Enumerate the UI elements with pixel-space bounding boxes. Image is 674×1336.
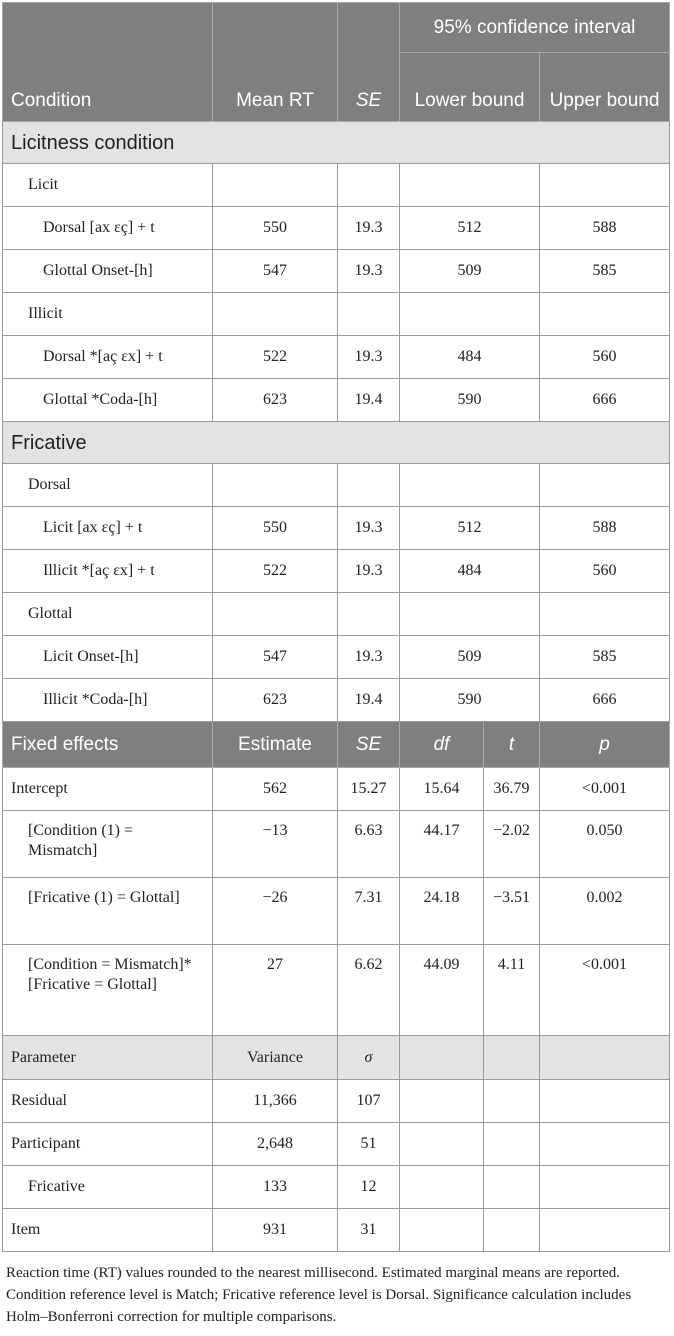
header-parameter: Parameter xyxy=(3,1036,213,1080)
row-label: Participant xyxy=(3,1123,213,1166)
table-row xyxy=(3,507,670,550)
table-footnote: Reaction time (RT) values rounded to the nearest millisecond. Estimated marginal means are reported. Condition reference level is Match; Fricative reference level is Dorsal. Significance calculation includes Holm–Bonferroni correction for multiple comparisons. xyxy=(6,1265,632,1325)
se-cell: 19.4 xyxy=(338,379,400,422)
mean-rt-cell: 522 xyxy=(213,336,338,379)
estimate-cell: −13 xyxy=(213,811,338,878)
lower-bound-cell: 512 xyxy=(400,207,540,250)
section-fricative: Fricative xyxy=(3,422,670,464)
random-effects-header-row xyxy=(3,1036,670,1080)
header-p: p xyxy=(540,722,670,768)
table-row xyxy=(3,336,670,379)
row-label: Illicit *Coda-[h] xyxy=(3,679,213,722)
row-label: Dorsal *[aç εx] + t xyxy=(3,336,213,379)
df-cell: 15.64 xyxy=(400,768,484,811)
se-cell: 19.3 xyxy=(338,636,400,679)
sigma-cell: 31 xyxy=(338,1209,400,1252)
table-row xyxy=(3,636,670,679)
fixed-effects-header-row xyxy=(3,722,670,768)
table-row xyxy=(3,878,670,945)
mean-rt-cell: 623 xyxy=(213,379,338,422)
lower-bound-cell: 512 xyxy=(400,507,540,550)
header-condition: Condition xyxy=(3,3,213,122)
se-cell: 19.3 xyxy=(338,550,400,593)
upper-bound-cell: 585 xyxy=(540,250,670,293)
se-cell: 7.31 xyxy=(338,878,400,945)
p-cell: <0.001 xyxy=(540,945,670,1036)
upper-bound-cell: 560 xyxy=(540,336,670,379)
row-label: Residual xyxy=(3,1080,213,1123)
p-cell: <0.001 xyxy=(540,768,670,811)
variance-cell: 11,366 xyxy=(213,1080,338,1123)
table-row xyxy=(3,550,670,593)
group-label: Illicit xyxy=(3,293,213,336)
header-sigma: σ xyxy=(338,1036,400,1080)
row-label: [Fricative (1) = Glottal] xyxy=(3,878,213,945)
table-row xyxy=(3,1166,670,1209)
row-label: Intercept xyxy=(3,768,213,811)
header-t: t xyxy=(484,722,540,768)
upper-bound-cell: 666 xyxy=(540,379,670,422)
header-se: SE xyxy=(338,722,400,768)
upper-bound-cell: 666 xyxy=(540,679,670,722)
table-row xyxy=(3,1123,670,1166)
table-row xyxy=(3,945,670,1036)
estimate-cell: −26 xyxy=(213,878,338,945)
table-row xyxy=(3,679,670,722)
row-label: Fricative xyxy=(3,1166,213,1209)
group-row xyxy=(3,464,670,507)
header-se: SE xyxy=(338,3,400,122)
group-row xyxy=(3,293,670,336)
header-mean-rt: Mean RT xyxy=(213,3,338,122)
row-label: Glottal *Coda-[h] xyxy=(3,379,213,422)
table-row xyxy=(3,207,670,250)
t-cell: −2.02 xyxy=(484,811,540,878)
table-row xyxy=(3,811,670,878)
row-label: Licit [ax εç] + t xyxy=(3,507,213,550)
lower-bound-cell: 509 xyxy=(400,250,540,293)
table-row xyxy=(3,1080,670,1123)
se-cell: 19.3 xyxy=(338,507,400,550)
mean-rt-cell: 547 xyxy=(213,636,338,679)
upper-bound-cell: 585 xyxy=(540,636,670,679)
se-cell: 15.27 xyxy=(338,768,400,811)
group-row xyxy=(3,164,670,207)
results-table xyxy=(2,2,670,1252)
variance-cell: 2,648 xyxy=(213,1123,338,1166)
sigma-cell: 107 xyxy=(338,1080,400,1123)
table-row xyxy=(3,379,670,422)
se-cell: 6.62 xyxy=(338,945,400,1036)
df-cell: 44.17 xyxy=(400,811,484,878)
variance-cell: 133 xyxy=(213,1166,338,1209)
estimate-cell: 27 xyxy=(213,945,338,1036)
row-label: Illicit *[aç εx] + t xyxy=(3,550,213,593)
row-label: Licit Onset-[h] xyxy=(3,636,213,679)
section-licitness: Licitness condition xyxy=(3,122,670,164)
row-label: [Condition (1) = Mismatch] xyxy=(3,811,213,878)
lower-bound-cell: 484 xyxy=(400,550,540,593)
variance-cell: 931 xyxy=(213,1209,338,1252)
table-row xyxy=(3,768,670,811)
header-df: df xyxy=(400,722,484,768)
header-variance: Variance xyxy=(213,1036,338,1080)
group-label: Dorsal xyxy=(3,464,213,507)
p-cell: 0.002 xyxy=(540,878,670,945)
table-row xyxy=(3,1209,670,1252)
header-lower-bound: Lower bound xyxy=(400,53,540,122)
sigma-cell: 12 xyxy=(338,1166,400,1209)
sigma-cell: 51 xyxy=(338,1123,400,1166)
t-cell: 36.79 xyxy=(484,768,540,811)
mean-rt-cell: 522 xyxy=(213,550,338,593)
header-ci: 95% confidence interval xyxy=(400,3,670,53)
header-estimate: Estimate xyxy=(213,722,338,768)
mean-rt-cell: 550 xyxy=(213,507,338,550)
header-row-top xyxy=(3,3,670,53)
upper-bound-cell: 560 xyxy=(540,550,670,593)
header-upper-bound: Upper bound xyxy=(540,53,670,122)
df-cell: 24.18 xyxy=(400,878,484,945)
se-cell: 6.63 xyxy=(338,811,400,878)
mean-rt-cell: 623 xyxy=(213,679,338,722)
table-row xyxy=(3,250,670,293)
upper-bound-cell: 588 xyxy=(540,207,670,250)
row-label: Glottal Onset-[h] xyxy=(3,250,213,293)
section-row xyxy=(3,422,670,464)
t-cell: 4.11 xyxy=(484,945,540,1036)
group-row xyxy=(3,593,670,636)
mean-rt-cell: 550 xyxy=(213,207,338,250)
upper-bound-cell: 588 xyxy=(540,507,670,550)
lower-bound-cell: 484 xyxy=(400,336,540,379)
p-cell: 0.050 xyxy=(540,811,670,878)
t-cell: −3.51 xyxy=(484,878,540,945)
mean-rt-cell: 547 xyxy=(213,250,338,293)
lower-bound-cell: 590 xyxy=(400,379,540,422)
df-cell: 44.09 xyxy=(400,945,484,1036)
lower-bound-cell: 509 xyxy=(400,636,540,679)
row-label: [Condition = Mismatch]* [Fricative = Glottal] xyxy=(3,945,213,1036)
header-fixed-effects: Fixed effects xyxy=(3,722,213,768)
section-row xyxy=(3,122,670,164)
row-label: Dorsal [ax εç] + t xyxy=(3,207,213,250)
se-cell: 19.4 xyxy=(338,679,400,722)
row-label: Item xyxy=(3,1209,213,1252)
estimate-cell: 562 xyxy=(213,768,338,811)
se-cell: 19.3 xyxy=(338,250,400,293)
se-cell: 19.3 xyxy=(338,336,400,379)
se-cell: 19.3 xyxy=(338,207,400,250)
group-label: Licit xyxy=(3,164,213,207)
lower-bound-cell: 590 xyxy=(400,679,540,722)
group-label: Glottal xyxy=(3,593,213,636)
